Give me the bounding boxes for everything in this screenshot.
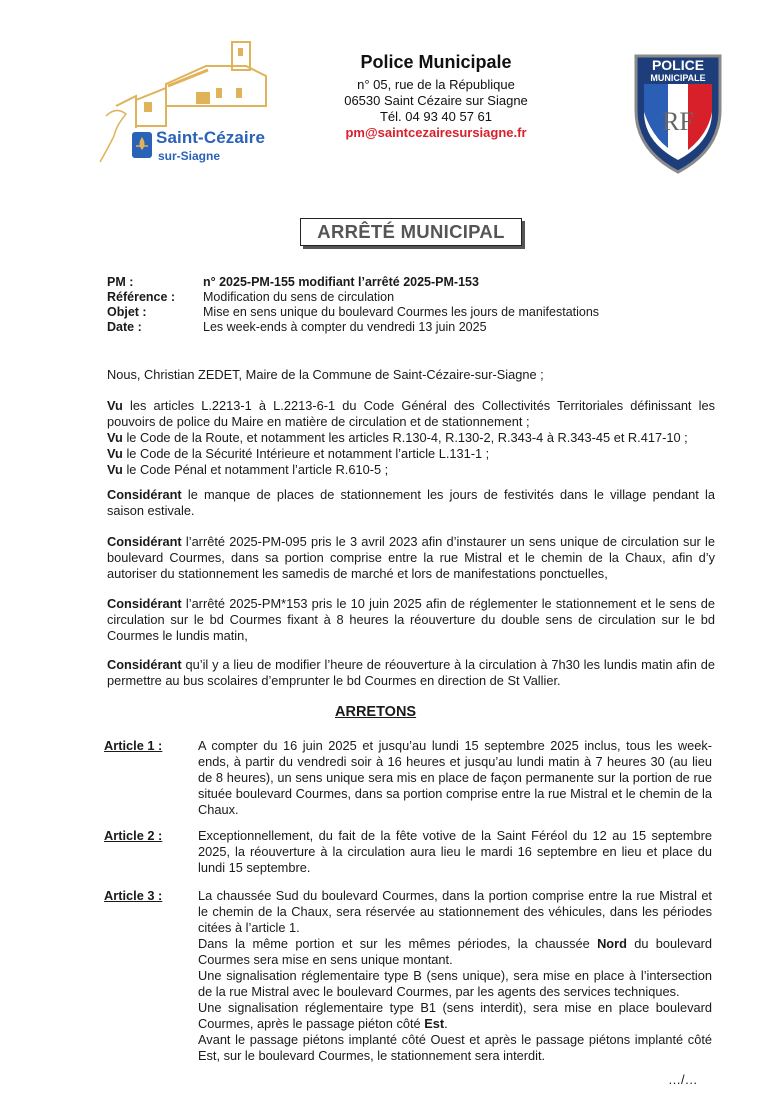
- info-value: n° 2025-PM-155 modifiant l’arrêté 2025-PM-153: [203, 275, 479, 289]
- email-link[interactable]: pm@saintcezairesursiagne.fr: [345, 125, 527, 140]
- article-label: Article 1 :: [104, 738, 163, 753]
- vu-item: Vu le Code de la Sécurité Intérieure et notamment l’article L.131-1 ;: [107, 446, 490, 461]
- badge-text-municipale: MUNICIPALE: [650, 73, 706, 83]
- badge-text-police: POLICE: [651, 57, 705, 73]
- logo-title: Saint-Cézaire: [156, 128, 266, 147]
- document-title: ARRÊTÉ MUNICIPAL: [317, 221, 505, 242]
- police-header: [300, 52, 572, 141]
- info-value: Mise en sens unique du boulevard Courmes les jours de manifestations: [203, 305, 600, 319]
- address-line: n° 05, rue de la République: [357, 77, 515, 92]
- article-3-paragraph: Dans la même portion et sur les mêmes périodes, la chaussée Nord du boulevard Courmes sera mise en sens unique montant.: [198, 936, 712, 967]
- arretons-heading: ARRETONS: [335, 704, 417, 720]
- considerant-paragraph: Considérant l’arrêté 2025-PM*153 pris le 10 juin 2025 afin de réglementer le stationnement et le sens de circulation sur le bd Courmes fixant à 8 heures la réouverture du double sens de circulation sur le bd Courmes le lundis matin,: [107, 596, 715, 643]
- article-3-text: [198, 888, 712, 1064]
- considerant-paragraph: Considérant qu’il y a lieu de modifier l’heure de réouverture à la circulation à 7h30 les lundis matin afin de permettre au bus scolaires d’emprunter le bd Courmes en direction de St Vallier.: [107, 657, 715, 688]
- info-key: Objet :: [107, 305, 147, 319]
- considerant-paragraph: Considérant l’arrêté 2025-PM-095 pris le 3 avril 2023 afin d’instaurer un sens unique de circulation sur le boulevard Courmes, dans sa portion comprise entre la rue Mistral et le chemin de la Chaux, afin d’y autoriser du stationnement les samedis de marché et lors de manifestations ponctuelles,: [107, 534, 715, 581]
- vu-item: Vu les articles L.2213-1 à L.2213-6-1 du Code Général des Collectivités Territoriales définissant les pouvoirs de police du Maire en matière de circulation et de stationnement ;: [107, 398, 715, 429]
- vu-block: [107, 398, 715, 478]
- police-title: Police Municipale: [360, 52, 512, 72]
- info-row-reference: [107, 290, 707, 305]
- saint-cezaire-logo: [96, 36, 281, 168]
- article-label: Article 2 :: [104, 828, 163, 843]
- vu-item: Vu le Code Pénal et notamment l’article R.610-5 ;: [107, 462, 389, 477]
- reference-block: [107, 275, 707, 335]
- article-text: A compter du 16 juin 2025 et jusqu’au lundi 15 septembre 2025 inclus, tous les week-ends, à partir du vendredi soir à 16 heures et jusqu’au lundi matin à 7 heures 30 (au lieu de 8 heures), un sens unique sera mis en place de façon permanente sur la portion de rue située boulevard Courmes, dans sa portion comprise entre la rue Mistral et le chemin de la Chaux.: [198, 738, 712, 817]
- police-municipale-badge-icon: [630, 50, 726, 175]
- info-key: Référence :: [107, 290, 176, 304]
- document-title-box: [300, 218, 522, 246]
- badge-monogram: RF: [662, 107, 694, 136]
- article-3-paragraph: Une signalisation réglementaire type B (sens unique), sera mise en place à l’intersection de la rue Mistral avec le boulevard Courmes, par les agents des services techniques.: [198, 968, 712, 999]
- info-row-pm: [107, 275, 707, 290]
- article-3-paragraph: La chaussée Sud du boulevard Courmes, dans la portion comprise entre la rue Mistral et le chemin de la Chaux, sera réservée au stationnement des véhicules, dans les périodes citées à l’article 1.: [198, 888, 712, 935]
- article-label: Article 3 :: [104, 888, 163, 903]
- phone-line: Tél. 04 93 40 57 61: [379, 109, 493, 124]
- article-3-paragraph: Une signalisation réglementaire type B1 (sens interdit), sera mise en place boulevard Courmes, après le passage piéton côté Est.: [198, 1000, 712, 1031]
- vu-item: Vu le Code de la Route, et notamment les articles R.130-4, R.130-2, R.343-4 à R.343-45 et R.417-10 ;: [107, 430, 688, 445]
- intro-paragraph: Nous, Christian ZEDET, Maire de la Commune de Saint-Cézaire-sur-Siagne ;: [107, 367, 544, 382]
- info-row-objet: [107, 305, 707, 320]
- info-row-date: [107, 320, 707, 335]
- continuation-mark: …/…: [668, 1072, 698, 1087]
- info-key: PM :: [107, 275, 134, 289]
- logo-subtitle: sur-Siagne: [158, 149, 221, 163]
- info-key: Date :: [107, 320, 142, 334]
- address-line: 06530 Saint Cézaire sur Siagne: [344, 93, 528, 108]
- article-text: Exceptionnellement, du fait de la fête votive de la Saint Féréol du 12 au 15 septembre 2025, la réouverture à la circulation aura lieu le mardi 16 septembre en lieu et place du lundi 15 septembre.: [198, 828, 712, 875]
- info-value: Les week-ends à compter du vendredi 13 juin 2025: [203, 320, 487, 334]
- considerant-paragraph: Considérant le manque de places de stationnement les jours de festivités dans le village pendant la saison estivale.: [107, 487, 715, 518]
- info-value: Modification du sens de circulation: [203, 290, 395, 304]
- article-3-paragraph: Avant le passage piétons implanté côté Ouest et après le passage piétons implanté côté Est, sur le boulevard Courmes, le stationnement sera interdit.: [198, 1032, 712, 1063]
